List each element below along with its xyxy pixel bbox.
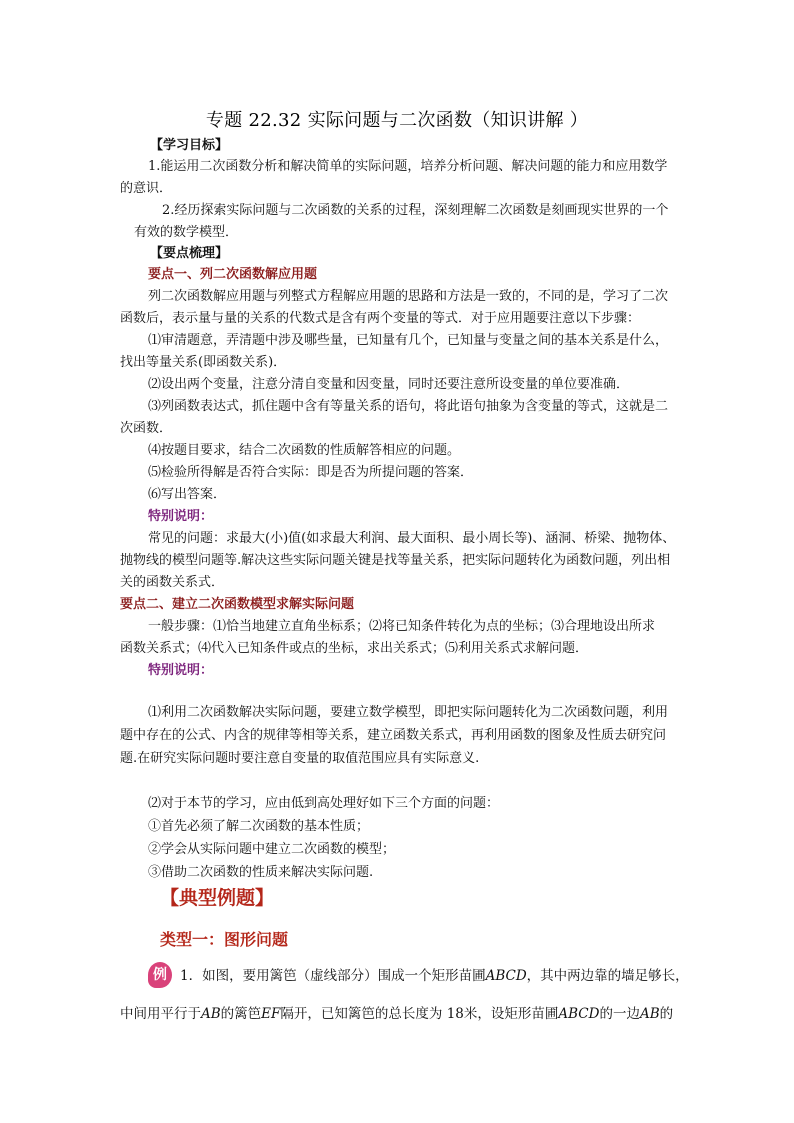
step-2: ⑵设出两个变量，注意分清自变量和因变量，同时还要注意所设变量的单位要准确．: [148, 377, 630, 392]
example-1-text-b: ，其中两边靠的墙足够长，: [526, 968, 689, 984]
example-1-text-c: 中间用平行于: [120, 1006, 201, 1022]
step-3-line-2: 次函数．: [120, 421, 173, 436]
step-1-line-2: 找出等量关系(即函数关系)．: [120, 355, 287, 370]
type-1-heading: 类型一：图形问题: [160, 930, 289, 949]
special-note-label-1: 特别说明：: [148, 509, 214, 524]
note-2-item-1-line-3: 题.在研究实际问题时要注意自变量的取值范围应具有实际意义.: [120, 751, 480, 766]
note-2-item-2: ⑵对于本节的学习，应由低到高处理好如下三个方面的问题：: [148, 796, 500, 811]
note-1-line-3: 关的函数关系式．: [120, 575, 225, 590]
example-1-text-d: 的篱笆: [220, 1006, 262, 1022]
example-1-line-2: [120, 1004, 673, 1024]
key-points-heading: 【要点梳理】: [150, 246, 229, 261]
variable-ab-2: AB: [639, 1006, 660, 1022]
goal-2-line-2: 有效的数学模型．: [134, 225, 239, 240]
note-2-item-1-line-1: ⑴利用二次函数解决实际问题，要建立数学模型，即把实际问题转化为二次函数问题，利用: [148, 705, 669, 720]
special-note-label-2: 特别说明：: [148, 663, 214, 678]
step-5: ⑸检验所得解是否符合实际：即是否为所提问题的答案．: [148, 465, 474, 480]
step-6: ⑹写出答案．: [148, 487, 227, 502]
note-2-item-4: ②学会从实际问题中建立二次函数的模型；: [148, 842, 396, 857]
point-1-intro-line-1: 列二次函数解应用题与列整式方程解应用题的思路和方法是一致的，不同的是，学习了二次: [148, 289, 669, 304]
step-4: ⑷按题目要求，结合二次函数的性质解答相应的问题。: [148, 443, 461, 458]
variable-abcd: ABCD: [485, 968, 527, 984]
point-2-line-2: 函数关系式；⑷代入已知条件或点的坐标，求出关系式；⑸利用关系式求解问题．: [120, 641, 589, 656]
example-1-line-1: [180, 966, 689, 986]
step-1-line-1: ⑴审清题意，弄清题中涉及哪些量，已知量有几个，已知量与变量之间的基本关系是什么，: [148, 333, 669, 348]
goal-2-line-1: 2.经历探索实际问题与二次函数的关系的过程，深刻理解二次函数是刻画现实世界的一个: [162, 203, 669, 218]
variable-abcd-2: ABCD: [558, 1006, 600, 1022]
goal-1-line-1: 1.能运用二次函数分析和解决简单的实际问题，培养分析问题、解决问题的能力和应用数学: [148, 159, 668, 174]
example-badge-icon: 例: [148, 962, 172, 988]
example-1-text-f: 的一边: [599, 1006, 640, 1022]
note-2-item-5: ③借助二次函数的性质来解决实际问题.: [148, 865, 374, 880]
example-1-text-e: 隔开，已知篱笆的总长度为 18米，设矩形苗圃: [280, 1006, 559, 1022]
example-1-text-a: 1．如图，要用篱笆（虚线部分）围成一个矩形苗圃: [180, 968, 486, 984]
point-2-title: 要点二、建立二次函数模型求解实际问题: [120, 597, 355, 612]
point-2-line-1: 一般步骤：⑴恰当地建立直角坐标系；⑵将已知条件转化为点的坐标；⑶合理地设出所求: [148, 619, 656, 634]
variable-ab: AB: [201, 1006, 221, 1022]
example-1-text-g: 的: [659, 1006, 674, 1022]
typical-examples-heading: 【典型例题】: [160, 887, 275, 909]
note-2-item-3: ①首先必须了解二次函数的基本性质；: [148, 819, 370, 834]
point-1-title: 要点一、列二次函数解应用题: [148, 267, 318, 282]
point-1-intro-line-2: 函数后，表示量与量的关系的代数式是含有两个变量的等式．对于应用题要注意以下步骤：: [120, 311, 641, 326]
goal-1-line-2: 的意识．: [120, 181, 173, 196]
note-1-line-1: 常见的问题：求最大(小)值(如求最大利润、最大面积、最小周长等)、涵洞、桥梁、抛物体、: [148, 531, 676, 546]
step-3-line-1: ⑶列函数表达式，抓住题中含有等量关系的语句，将此语句抽象为含变量的等式，这就是二: [148, 399, 669, 414]
page-title: 专题 22.32 实际问题与二次函数（知识讲解 ）: [205, 110, 589, 131]
variable-ef: EF: [261, 1006, 281, 1022]
goals-heading: 【学习目标】: [150, 138, 229, 153]
note-1-line-2: 抛物线的模型问题等.解决这些实际问题关键是找等量关系，把实际问题转化为函数问题，列出相: [120, 553, 671, 568]
note-2-item-1-line-2: 题中存在的公式、内含的规律等相等关系，建立函数关系式，再利用函数的图象及性质去研究问: [120, 728, 667, 743]
